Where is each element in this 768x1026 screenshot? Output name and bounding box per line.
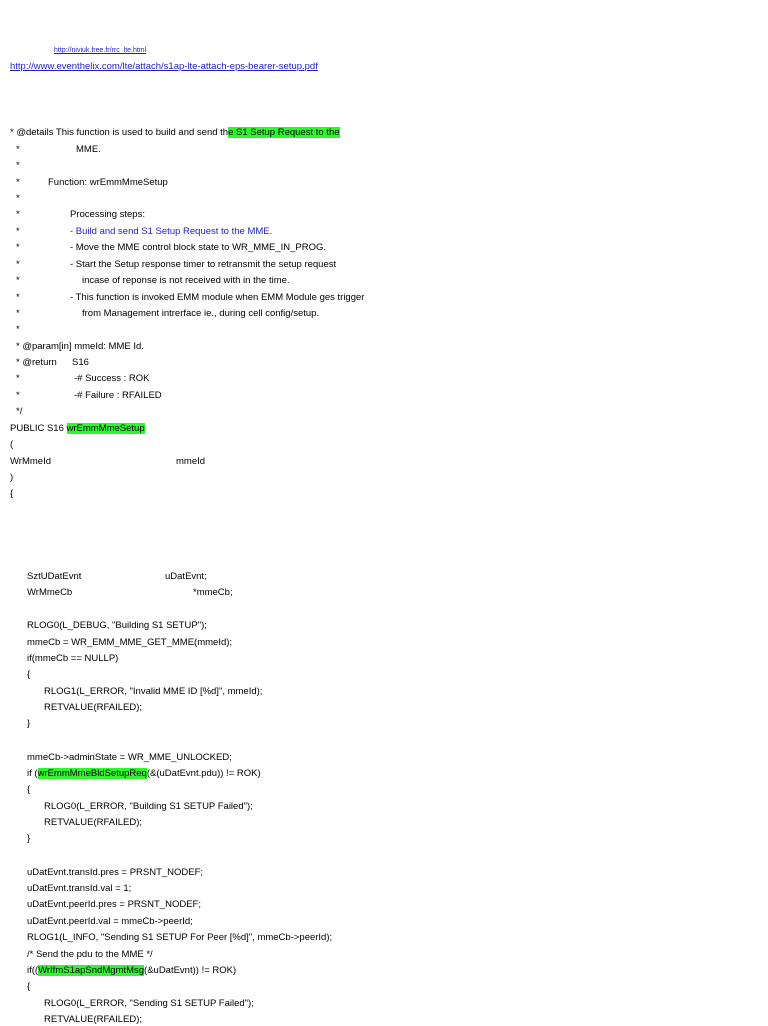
decl-type: SztUDatEvnt <box>27 571 82 582</box>
decl-name: uDatEvnt; <box>165 571 207 582</box>
step-build-send: - Build and send S1 Setup Request to the MME. <box>70 226 273 237</box>
code-line: { <box>27 669 31 680</box>
code-line: { <box>27 784 31 795</box>
step-start-timer-cont: incase of reponse is not received with in the time. <box>82 275 290 286</box>
comment-end: */ <box>16 406 23 417</box>
code-line: if(mmeCb == NULLP) <box>27 653 119 664</box>
rrc-lte-link[interactable]: http://niviuk.free.fr/rrc_lte.html <box>54 47 147 54</box>
comment-star: * <box>16 308 20 319</box>
code-line: } <box>27 718 31 729</box>
snd-mgmt-msg-highlight: WrIfmS1apSndMgmtMsg <box>38 965 145 976</box>
code-suffix: (&uDatEvnt)) != ROK) <box>144 965 237 976</box>
comment-star: * <box>16 209 20 220</box>
comment-star: * <box>16 390 20 401</box>
function-signature <box>10 422 145 435</box>
step-move-state: - Move the MME control block state to WR_MME_IN_PROG. <box>70 242 327 253</box>
details-line <box>10 126 340 139</box>
comment-star: * <box>16 292 20 303</box>
function-label: Function: wrEmmMmeSetup <box>48 177 168 188</box>
return-success: -# Success : ROK <box>74 373 150 384</box>
param-name: mmeId <box>176 456 206 467</box>
comment-star: * <box>16 242 20 253</box>
comment-star: * <box>16 259 20 270</box>
comment-star: * <box>16 160 20 171</box>
code-line: RLOG0(L_ERROR, "Sending S1 SETUP Failed"); <box>44 998 254 1009</box>
mme-text: MME. <box>76 144 101 155</box>
comment-star: * <box>16 275 20 286</box>
code-line: mmeCb->adminState = WR_MME_UNLOCKED; <box>27 752 232 763</box>
comment-star: * <box>16 324 20 335</box>
return-failure: -# Failure : RFAILED <box>74 390 162 401</box>
open-brace: { <box>10 488 14 499</box>
s1ap-pdf-link[interactable]: http://www.eventhelix.com/lte/attach/s1ap-lte-attach-eps-bearer-setup.pdf <box>10 61 318 72</box>
function-name-highlight: wrEmmMmeSetup <box>66 423 145 434</box>
param-type: WrMmeId <box>10 456 51 467</box>
code-line: RLOG0(L_DEBUG, "Building S1 SETUP"); <box>27 620 207 631</box>
code-line: RETVALUE(RFAILED); <box>44 1014 143 1025</box>
code-line: RLOG0(L_ERROR, "Building S1 SETUP Failed"); <box>44 801 253 812</box>
decl-name: *mmeCb; <box>193 587 233 598</box>
code-line: RETVALUE(RFAILED); <box>44 702 143 713</box>
open-paren: ( <box>10 439 14 450</box>
code-line <box>27 767 261 780</box>
code-line: { <box>27 981 31 992</box>
comment-star: * <box>16 226 20 237</box>
return-type: S16 <box>72 357 89 368</box>
code-line: } <box>27 833 31 844</box>
param-line: * @param[in] mmeId: MME Id. <box>16 341 144 352</box>
return-label: * @return <box>16 357 57 368</box>
code-prefix: if(( <box>27 965 39 976</box>
code-line: uDatEvnt.transId.pres = PRSNT_NODEF; <box>27 867 204 878</box>
code-line: uDatEvnt.peerId.pres = PRSNT_NODEF; <box>27 899 201 910</box>
comment-star: * <box>16 373 20 384</box>
processing-steps-label: Processing steps: <box>70 209 145 220</box>
comment-star: * <box>16 177 20 188</box>
code-line: mmeCb = WR_EMM_MME_GET_MME(mmeId); <box>27 637 233 648</box>
comment-star: * <box>16 193 20 204</box>
step-start-timer: - Start the Setup response timer to retransmit the setup request <box>70 259 337 270</box>
signature-prefix: PUBLIC S16 <box>10 423 67 434</box>
close-paren: ) <box>10 472 14 483</box>
details-text: * @details This function is used to build and send th <box>10 127 229 138</box>
code-line: RLOG1(L_INFO, "Sending S1 SETUP For Peer [%d]", mmeCb->peerId); <box>27 932 333 943</box>
code-line: uDatEvnt.peerId.val = mmeCb->peerId; <box>27 916 193 927</box>
decl-type: WrMmeCb <box>27 587 73 598</box>
code-suffix: (&(uDatEvnt.pdu)) != ROK) <box>146 768 261 779</box>
code-line: uDatEvnt.transId.val = 1; <box>27 883 132 894</box>
code-prefix: if ( <box>27 768 38 779</box>
comment-star: * <box>16 144 20 155</box>
code-line: RLOG1(L_ERROR, "Invalid MME ID [%d]", mmeId); <box>44 686 263 697</box>
step-invoked-cont: from Management intrerface ie., during cell config/setup. <box>82 308 320 319</box>
details-highlight: e S1 Setup Request to the <box>228 127 340 138</box>
code-line: RETVALUE(RFAILED); <box>44 817 143 828</box>
step-invoked: - This function is invoked EMM module when EMM Module ges trigger <box>70 292 365 303</box>
bld-setup-req-highlight: wrEmmMmeBldSetupReq <box>37 768 147 779</box>
code-line <box>27 964 236 977</box>
code-line: /* Send the pdu to the MME */ <box>27 949 153 960</box>
